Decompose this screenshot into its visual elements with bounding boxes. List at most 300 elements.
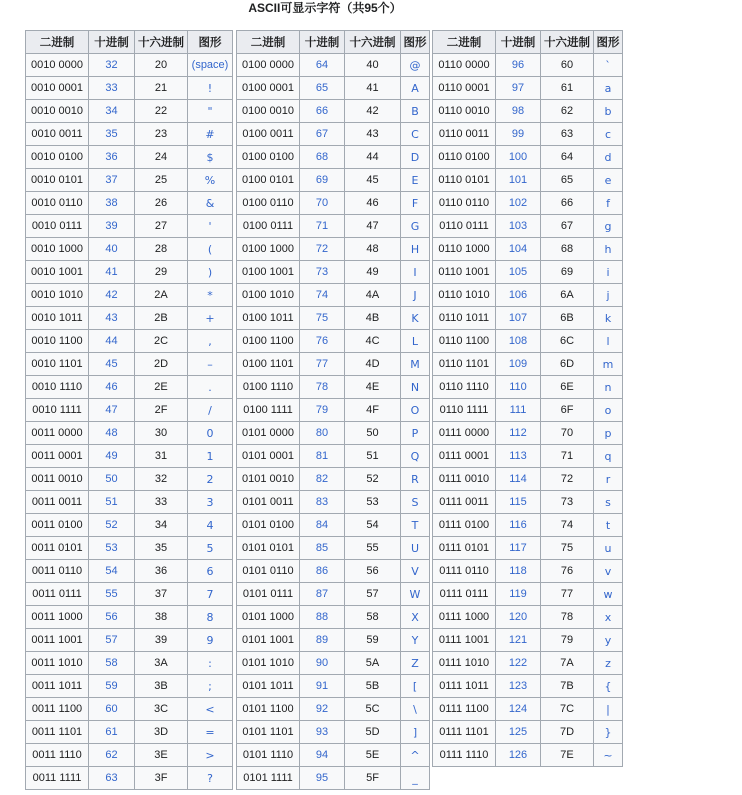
decimal-cell: 112 (496, 422, 541, 445)
table-row (237, 77, 430, 100)
binary-cell: 0101 1111 (237, 767, 300, 790)
table-row (237, 376, 430, 399)
glyph-cell: ^ (401, 744, 430, 767)
header-hex: 十六进制 (541, 31, 594, 54)
table-row (26, 606, 233, 629)
hex-cell: 56 (345, 560, 401, 583)
decimal-cell: 83 (300, 491, 345, 514)
glyph-cell: u (594, 537, 623, 560)
binary-cell: 0011 0100 (26, 514, 89, 537)
table-row (433, 399, 623, 422)
decimal-cell: 47 (89, 399, 135, 422)
hex-cell: 7A (541, 652, 594, 675)
binary-cell: 0010 1100 (26, 330, 89, 353)
table-row (237, 468, 430, 491)
binary-cell: 0010 0111 (26, 215, 89, 238)
table-row (237, 698, 430, 721)
decimal-cell: 93 (300, 721, 345, 744)
glyph-cell: 3 (188, 491, 233, 514)
decimal-cell: 72 (300, 238, 345, 261)
table-row (433, 422, 623, 445)
ascii-table-2 (236, 30, 430, 790)
binary-cell: 0101 0110 (237, 560, 300, 583)
table-row (433, 261, 623, 284)
hex-cell: 2A (135, 284, 188, 307)
binary-cell: 0111 1001 (433, 629, 496, 652)
binary-cell: 0010 1011 (26, 307, 89, 330)
decimal-cell: 39 (89, 215, 135, 238)
glyph-cell: ] (401, 721, 430, 744)
decimal-cell: 74 (300, 284, 345, 307)
hex-cell: 62 (541, 100, 594, 123)
binary-cell: 0010 0110 (26, 192, 89, 215)
table-row (26, 652, 233, 675)
hex-cell: 2B (135, 307, 188, 330)
table-row (237, 583, 430, 606)
glyph-cell: * (188, 284, 233, 307)
glyph-cell: } (594, 721, 623, 744)
decimal-cell: 65 (300, 77, 345, 100)
hex-cell: 6C (541, 330, 594, 353)
hex-cell: 57 (345, 583, 401, 606)
decimal-cell: 32 (89, 54, 135, 77)
decimal-cell: 56 (89, 606, 135, 629)
glyph-cell: ? (188, 767, 233, 790)
table-row (433, 376, 623, 399)
glyph-cell: i (594, 261, 623, 284)
binary-cell: 0110 0111 (433, 215, 496, 238)
glyph-cell: p (594, 422, 623, 445)
decimal-cell: 120 (496, 606, 541, 629)
decimal-cell: 62 (89, 744, 135, 767)
binary-cell: 0101 1011 (237, 675, 300, 698)
binary-cell: 0111 0001 (433, 445, 496, 468)
decimal-cell: 115 (496, 491, 541, 514)
binary-cell: 0100 0100 (237, 146, 300, 169)
binary-cell: 0111 1110 (433, 744, 496, 767)
table-row (433, 468, 623, 491)
decimal-cell: 50 (89, 468, 135, 491)
decimal-cell: 49 (89, 445, 135, 468)
hex-cell: 32 (135, 468, 188, 491)
table-row (433, 721, 623, 744)
table-row (433, 353, 623, 376)
hex-cell: 7C (541, 698, 594, 721)
binary-cell: 0011 0001 (26, 445, 89, 468)
decimal-cell: 78 (300, 376, 345, 399)
decimal-cell: 118 (496, 560, 541, 583)
decimal-cell: 69 (300, 169, 345, 192)
table-row (433, 215, 623, 238)
decimal-cell: 110 (496, 376, 541, 399)
table-row (237, 652, 430, 675)
hex-cell: 63 (541, 123, 594, 146)
decimal-cell: 76 (300, 330, 345, 353)
decimal-cell: 38 (89, 192, 135, 215)
table-row (26, 468, 233, 491)
glyph-cell: X (401, 606, 430, 629)
decimal-cell: 86 (300, 560, 345, 583)
glyph-cell: e (594, 169, 623, 192)
table-row (433, 307, 623, 330)
binary-cell: 0100 1010 (237, 284, 300, 307)
binary-cell: 0110 0011 (433, 123, 496, 146)
decimal-cell: 113 (496, 445, 541, 468)
table-row (237, 238, 430, 261)
hex-cell: 5C (345, 698, 401, 721)
hex-cell: 4B (345, 307, 401, 330)
decimal-cell: 117 (496, 537, 541, 560)
hex-cell: 7B (541, 675, 594, 698)
binary-cell: 0101 0010 (237, 468, 300, 491)
decimal-cell: 123 (496, 675, 541, 698)
table-row (26, 721, 233, 744)
glyph-cell: = (188, 721, 233, 744)
hex-cell: 6E (541, 376, 594, 399)
binary-cell: 0100 1011 (237, 307, 300, 330)
hex-cell: 41 (345, 77, 401, 100)
binary-cell: 0100 0011 (237, 123, 300, 146)
table-row (433, 238, 623, 261)
glyph-cell: q (594, 445, 623, 468)
decimal-cell: 67 (300, 123, 345, 146)
table-row (237, 353, 430, 376)
table-row (26, 537, 233, 560)
table-row (26, 330, 233, 353)
decimal-cell: 57 (89, 629, 135, 652)
binary-cell: 0111 0011 (433, 491, 496, 514)
table-row (433, 560, 623, 583)
binary-cell: 0110 0001 (433, 77, 496, 100)
table-row (26, 54, 233, 77)
binary-cell: 0011 1101 (26, 721, 89, 744)
glyph-cell: (space) (188, 54, 233, 77)
binary-cell: 0100 0101 (237, 169, 300, 192)
binary-cell: 0101 0100 (237, 514, 300, 537)
glyph-cell: S (401, 491, 430, 514)
glyph-cell: W (401, 583, 430, 606)
hex-cell: 39 (135, 629, 188, 652)
decimal-cell: 121 (496, 629, 541, 652)
binary-cell: 0110 1100 (433, 330, 496, 353)
binary-cell: 0011 1001 (26, 629, 89, 652)
decimal-cell: 43 (89, 307, 135, 330)
glyph-cell: R (401, 468, 430, 491)
decimal-cell: 55 (89, 583, 135, 606)
ascii-table-3 (432, 30, 623, 767)
binary-cell: 0011 0101 (26, 537, 89, 560)
table-row (26, 445, 233, 468)
glyph-cell: b (594, 100, 623, 123)
hex-cell: 6A (541, 284, 594, 307)
glyph-cell: 9 (188, 629, 233, 652)
glyph-cell: 0 (188, 422, 233, 445)
binary-cell: 0111 0100 (433, 514, 496, 537)
hex-cell: 34 (135, 514, 188, 537)
hex-cell: 77 (541, 583, 594, 606)
hex-cell: 79 (541, 629, 594, 652)
table-row (26, 284, 233, 307)
decimal-cell: 104 (496, 238, 541, 261)
hex-cell: 21 (135, 77, 188, 100)
decimal-cell: 61 (89, 721, 135, 744)
hex-cell: 30 (135, 422, 188, 445)
table-row (237, 767, 430, 790)
decimal-cell: 79 (300, 399, 345, 422)
glyph-cell: Z (401, 652, 430, 675)
decimal-cell: 107 (496, 307, 541, 330)
decimal-cell: 92 (300, 698, 345, 721)
hex-cell: 2C (135, 330, 188, 353)
hex-cell: 46 (345, 192, 401, 215)
decimal-cell: 114 (496, 468, 541, 491)
table-row (237, 744, 430, 767)
glyph-cell: f (594, 192, 623, 215)
hex-cell: 40 (345, 54, 401, 77)
decimal-cell: 119 (496, 583, 541, 606)
table-row (26, 491, 233, 514)
binary-cell: 0100 0000 (237, 54, 300, 77)
decimal-cell: 71 (300, 215, 345, 238)
decimal-cell: 63 (89, 767, 135, 790)
decimal-cell: 77 (300, 353, 345, 376)
glyph-cell: I (401, 261, 430, 284)
binary-cell: 0010 1110 (26, 376, 89, 399)
header-hex: 十六进制 (345, 31, 401, 54)
glyph-cell: d (594, 146, 623, 169)
glyph-cell: B (401, 100, 430, 123)
hex-cell: 7D (541, 721, 594, 744)
table-row (237, 675, 430, 698)
hex-cell: 69 (541, 261, 594, 284)
glyph-cell: # (188, 123, 233, 146)
binary-cell: 0010 1101 (26, 353, 89, 376)
decimal-cell: 82 (300, 468, 345, 491)
page-title: ASCII可显示字符（共95个） (248, 1, 402, 15)
table-row (237, 514, 430, 537)
decimal-cell: 37 (89, 169, 135, 192)
table-row (237, 123, 430, 146)
hex-cell: 51 (345, 445, 401, 468)
glyph-cell: . (188, 376, 233, 399)
decimal-cell: 102 (496, 192, 541, 215)
decimal-cell: 101 (496, 169, 541, 192)
glyph-cell: ( (188, 238, 233, 261)
table-row (26, 583, 233, 606)
hex-cell: 27 (135, 215, 188, 238)
glyph-cell: L (401, 330, 430, 353)
glyph-cell: y (594, 629, 623, 652)
hex-cell: 22 (135, 100, 188, 123)
glyph-cell: ' (188, 215, 233, 238)
table-row (433, 192, 623, 215)
hex-cell: 37 (135, 583, 188, 606)
hex-cell: 3E (135, 744, 188, 767)
hex-cell: 45 (345, 169, 401, 192)
decimal-cell: 81 (300, 445, 345, 468)
table-row (433, 330, 623, 353)
decimal-cell: 95 (300, 767, 345, 790)
header-binary: 二进制 (237, 31, 300, 54)
binary-cell: 0110 0100 (433, 146, 496, 169)
hex-cell: 7E (541, 744, 594, 767)
binary-cell: 0011 1011 (26, 675, 89, 698)
hex-cell: 36 (135, 560, 188, 583)
table-row (26, 422, 233, 445)
binary-cell: 0101 0001 (237, 445, 300, 468)
glyph-cell: E (401, 169, 430, 192)
binary-cell: 0011 0110 (26, 560, 89, 583)
binary-cell: 0111 0101 (433, 537, 496, 560)
hex-cell: 73 (541, 491, 594, 514)
hex-cell: 53 (345, 491, 401, 514)
hex-cell: 64 (541, 146, 594, 169)
table-row (433, 583, 623, 606)
table-row (237, 192, 430, 215)
binary-cell: 0101 1110 (237, 744, 300, 767)
decimal-cell: 68 (300, 146, 345, 169)
decimal-cell: 46 (89, 376, 135, 399)
hex-cell: 58 (345, 606, 401, 629)
hex-cell: 78 (541, 606, 594, 629)
glyph-cell: H (401, 238, 430, 261)
table-row (26, 514, 233, 537)
table-row (26, 399, 233, 422)
glyph-cell: n (594, 376, 623, 399)
hex-cell: 43 (345, 123, 401, 146)
glyph-cell: ` (594, 54, 623, 77)
decimal-cell: 64 (300, 54, 345, 77)
header-binary: 二进制 (26, 31, 89, 54)
header-hex: 十六进制 (135, 31, 188, 54)
header-glyph: 图形 (401, 31, 430, 54)
table-row (433, 698, 623, 721)
binary-cell: 0101 1001 (237, 629, 300, 652)
binary-cell: 0011 1010 (26, 652, 89, 675)
binary-cell: 0010 0100 (26, 146, 89, 169)
binary-cell: 0110 1001 (433, 261, 496, 284)
decimal-cell: 54 (89, 560, 135, 583)
hex-cell: 6B (541, 307, 594, 330)
header-binary: 二进制 (433, 31, 496, 54)
binary-cell: 0011 0000 (26, 422, 89, 445)
decimal-cell: 106 (496, 284, 541, 307)
table-row (26, 238, 233, 261)
binary-cell: 0011 0111 (26, 583, 89, 606)
header-decimal: 十进制 (89, 31, 135, 54)
binary-cell: 0111 0111 (433, 583, 496, 606)
glyph-cell: ~ (594, 744, 623, 767)
glyph-cell: 4 (188, 514, 233, 537)
glyph-cell: $ (188, 146, 233, 169)
hex-cell: 5D (345, 721, 401, 744)
hex-cell: 23 (135, 123, 188, 146)
glyph-cell: V (401, 560, 430, 583)
decimal-cell: 66 (300, 100, 345, 123)
hex-cell: 3A (135, 652, 188, 675)
decimal-cell: 122 (496, 652, 541, 675)
decimal-cell: 36 (89, 146, 135, 169)
table-row (433, 284, 623, 307)
binary-cell: 0100 1000 (237, 238, 300, 261)
hex-cell: 4E (345, 376, 401, 399)
glyph-cell: " (188, 100, 233, 123)
binary-cell: 0100 0001 (237, 77, 300, 100)
glyph-cell: x (594, 606, 623, 629)
binary-cell: 0011 1000 (26, 606, 89, 629)
table-row (237, 422, 430, 445)
hex-cell: 44 (345, 146, 401, 169)
decimal-cell: 88 (300, 606, 345, 629)
binary-cell: 0110 0101 (433, 169, 496, 192)
binary-cell: 0101 1000 (237, 606, 300, 629)
hex-cell: 74 (541, 514, 594, 537)
table-row (237, 537, 430, 560)
table-row (26, 560, 233, 583)
table-row (433, 629, 623, 652)
hex-cell: 5A (345, 652, 401, 675)
table-row (433, 652, 623, 675)
table-row (237, 307, 430, 330)
glyph-cell: [ (401, 675, 430, 698)
binary-cell: 0100 1110 (237, 376, 300, 399)
glyph-cell: v (594, 560, 623, 583)
glyph-cell: % (188, 169, 233, 192)
glyph-cell: F (401, 192, 430, 215)
glyph-cell: & (188, 192, 233, 215)
table-row (26, 215, 233, 238)
hex-cell: 29 (135, 261, 188, 284)
glyph-cell: t (594, 514, 623, 537)
hex-cell: 61 (541, 77, 594, 100)
glyph-cell: @ (401, 54, 430, 77)
decimal-cell: 44 (89, 330, 135, 353)
glyph-cell: M (401, 353, 430, 376)
binary-cell: 0110 1000 (433, 238, 496, 261)
decimal-cell: 84 (300, 514, 345, 537)
hex-cell: 3F (135, 767, 188, 790)
table-row (26, 698, 233, 721)
hex-cell: 68 (541, 238, 594, 261)
table-row (237, 54, 430, 77)
binary-cell: 0010 0011 (26, 123, 89, 146)
binary-cell: 0110 1011 (433, 307, 496, 330)
decimal-cell: 126 (496, 744, 541, 767)
hex-cell: 20 (135, 54, 188, 77)
hex-cell: 48 (345, 238, 401, 261)
glyph-cell: 8 (188, 606, 233, 629)
table-row (237, 284, 430, 307)
binary-cell: 0010 1111 (26, 399, 89, 422)
binary-cell: 0101 0011 (237, 491, 300, 514)
hex-cell: 49 (345, 261, 401, 284)
hex-cell: 52 (345, 468, 401, 491)
decimal-cell: 100 (496, 146, 541, 169)
table-row (433, 54, 623, 77)
glyph-cell: r (594, 468, 623, 491)
binary-cell: 0011 0011 (26, 491, 89, 514)
glyph-cell: j (594, 284, 623, 307)
table-row (26, 77, 233, 100)
table-row (433, 491, 623, 514)
glyph-cell: s (594, 491, 623, 514)
decimal-cell: 85 (300, 537, 345, 560)
ascii-table-1 (25, 30, 233, 790)
table-row (433, 675, 623, 698)
table-row (237, 606, 430, 629)
glyph-cell: 1 (188, 445, 233, 468)
hex-cell: 24 (135, 146, 188, 169)
